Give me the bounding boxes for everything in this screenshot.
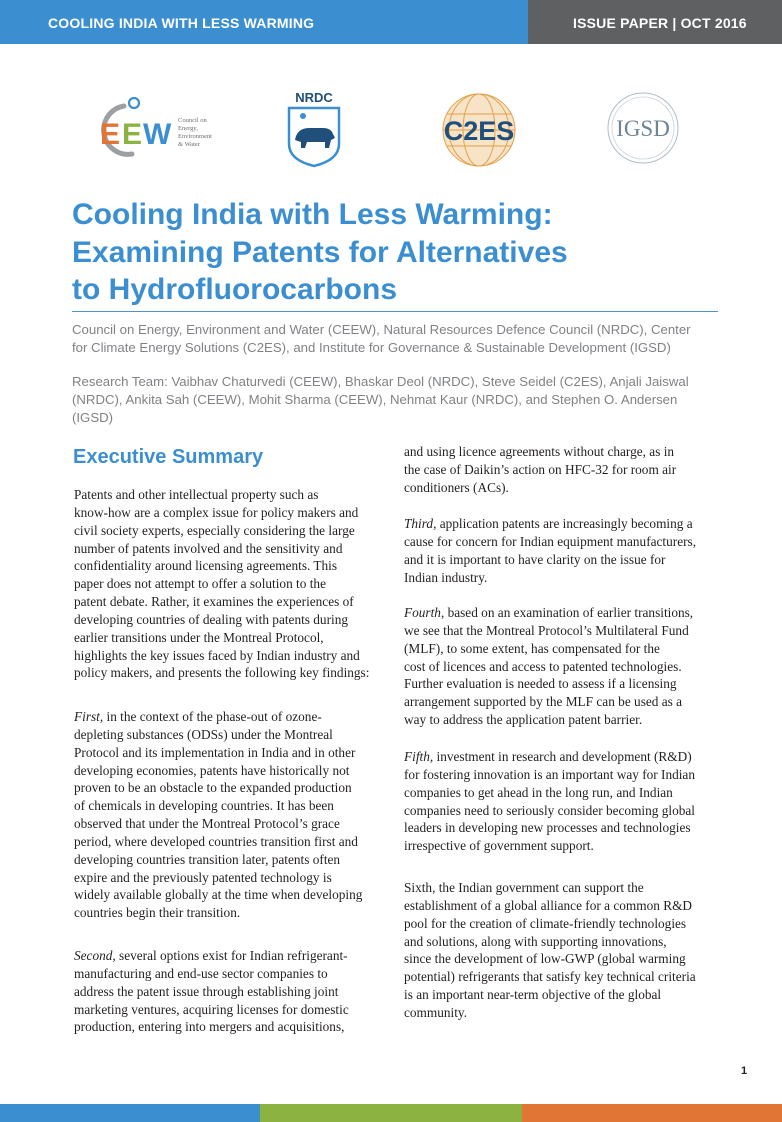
text-fragment: , based on an examination of earlier transitions, bbox=[440, 605, 694, 620]
igsd-logo-wordmark: IGSD bbox=[616, 116, 670, 141]
text-fragment: several options exist for Indian refrigerant- bbox=[115, 948, 348, 963]
text-line: conditioners (ACs). bbox=[404, 479, 509, 495]
text-line: establishment of a global alliance for a common R&D bbox=[404, 897, 693, 913]
title-line: Examining Patents for Alternatives bbox=[72, 235, 568, 269]
text-line: Indian industry. bbox=[404, 569, 488, 585]
text-line: period, where developed countries transition first and bbox=[74, 833, 358, 849]
text-line: is an important near-term objective of the global bbox=[404, 987, 662, 1003]
text-line: Sixth, the Indian government can support the bbox=[404, 880, 644, 895]
text-line: address the patent issue through establishing joint bbox=[74, 983, 339, 999]
finding-fourth-paragraph bbox=[404, 604, 693, 729]
finding-fifth-lead: Fifth, bbox=[404, 749, 434, 764]
text-line: community. bbox=[404, 1004, 468, 1020]
text-line bbox=[404, 748, 695, 766]
text-line: policy makers, and presents the following key findings: bbox=[74, 665, 370, 681]
finding-second-paragraph bbox=[74, 947, 349, 1036]
text-line: since the development of low-GWP (global warming bbox=[404, 951, 686, 967]
text-line: Patents and other intellectual property such as bbox=[74, 487, 319, 502]
ceew-logo-line1: Council on bbox=[178, 117, 207, 124]
intro-paragraph bbox=[74, 486, 369, 682]
text-line: highlights the key issues faced by Indian industry and bbox=[74, 647, 360, 663]
text-line: the case of Daikin’s action on HFC-32 for room air bbox=[404, 461, 677, 477]
igsd-logo bbox=[604, 86, 682, 170]
text-line: and it is important to have clarity on the issue for bbox=[404, 551, 666, 567]
text-line: leaders in developing new processes and technologies bbox=[404, 820, 691, 836]
text-line: (MLF), to some extent, has compensated for the bbox=[404, 640, 660, 656]
text-line bbox=[404, 604, 693, 622]
title-divider bbox=[72, 311, 718, 312]
text-line: potential) refrigerants that satisfy key technical criteria bbox=[404, 969, 696, 985]
text-line: marketing ventures, acquiring licenses for domestic bbox=[74, 1001, 349, 1017]
text-line: confidentiality around licensing agreements. This bbox=[74, 558, 338, 574]
nrdc-logo bbox=[283, 88, 345, 168]
text-line: cause for concern for Indian equipment manufacturers, bbox=[404, 533, 697, 549]
finding-third-paragraph bbox=[404, 515, 696, 586]
text-line: developing countries transition later, patents often bbox=[74, 851, 341, 867]
finding-second-lead: Second, bbox=[74, 948, 116, 963]
text-line: we see that the Montreal Protocol’s Multilateral Fund bbox=[404, 622, 689, 638]
executive-summary-heading: Executive Summary bbox=[73, 446, 264, 468]
finding-third-lead: Third, bbox=[404, 516, 437, 531]
text-line: Protocol and its implementation in India and in other bbox=[74, 744, 356, 760]
ceew-logo-line2: Energy, bbox=[178, 125, 198, 132]
text-line: arrangement supported by the MLF can be used as a bbox=[404, 694, 683, 710]
text-fragment: in the context of the phase-out of ozone- bbox=[103, 709, 322, 724]
organizations-line: Council on Energy, Environment and Water (CEEW), Natural Resources Defence Council (NRDC), Center bbox=[72, 322, 691, 337]
text-line: observed that under the Montreal Protocol’s grace bbox=[74, 816, 340, 832]
text-line: Further evaluation is needed to assess if a licensing bbox=[404, 676, 677, 692]
text-line bbox=[404, 515, 696, 533]
text-line: widely available globally at the time when developing bbox=[74, 887, 363, 903]
c2es-logo-wordmark: C2ES bbox=[443, 116, 515, 146]
text-line: cost of licences and access to patented technologies. bbox=[404, 658, 682, 674]
text-line: earlier transitions under the Montreal Protocol, bbox=[74, 629, 324, 645]
text-line: proven to be an obstacle to the expanded production bbox=[74, 780, 352, 796]
page-number: 1 bbox=[741, 1065, 748, 1077]
title-line: Cooling India with Less Warming: bbox=[72, 198, 553, 231]
text-line: for fostering innovation is an important way for Indian bbox=[404, 766, 695, 782]
c2es-logo bbox=[437, 90, 521, 170]
text-line: manufacturing and end-use sector companies to bbox=[74, 965, 328, 981]
nrdc-logo-wordmark: NRDC bbox=[295, 90, 333, 105]
text-line: of chemicals in developing countries. It has been bbox=[74, 798, 334, 814]
text-line: production, entering into mergers and acquisitions, bbox=[74, 1019, 345, 1035]
research-team-line: (NRDC), Ankita Sah (CEEW), Mohit Sharma (CEEW), Nehmat Kaur (NRDC), and Stephen O. Andersen bbox=[72, 392, 678, 407]
finding-second-continued bbox=[404, 443, 676, 497]
text-line: companies to get ahead in the long run, and Indian bbox=[404, 784, 673, 800]
finding-first-lead: First, bbox=[74, 709, 104, 724]
text-line: civil society experts, especially considering the large bbox=[74, 522, 355, 538]
research-team-text bbox=[72, 373, 732, 427]
finding-sixth-paragraph bbox=[404, 879, 696, 1022]
title-line: to Hydrofluorocarbons bbox=[72, 273, 398, 306]
ceew-logo-line3: Environment bbox=[178, 133, 212, 140]
text-line: developing countries of dealing with patents during bbox=[74, 611, 349, 627]
header-right-title: ISSUE PAPER | OCT 2016 bbox=[573, 15, 747, 31]
research-team-line: Research Team: Vaibhav Chaturvedi (CEEW), Bhaskar Deol (NRDC), Steve Seidel (C2ES), Anjali Jaiswal bbox=[72, 374, 689, 389]
text-line: paper does not attempt to offer a solution to the bbox=[74, 576, 326, 592]
organizations-text bbox=[72, 321, 732, 357]
text-line: know-how are a complex issue for policy makers and bbox=[74, 504, 359, 520]
research-team-line: (IGSD) bbox=[72, 410, 114, 425]
text-line: and using licence agreements without charge, as in bbox=[404, 444, 675, 459]
text-fragment: application patents are increasingly becoming a bbox=[436, 516, 693, 531]
footer-bar-blue bbox=[0, 1104, 260, 1122]
text-line: countries begin their transition. bbox=[74, 905, 241, 921]
text-line: expire and the previously patented technology is bbox=[74, 869, 332, 885]
text-line: pool for the creation of climate-friendly technologies bbox=[404, 915, 687, 931]
ceew-logo-letter-e2: E bbox=[122, 118, 143, 151]
finding-first-paragraph bbox=[74, 708, 362, 922]
ceew-logo bbox=[86, 94, 236, 164]
header-bar-left bbox=[0, 0, 528, 44]
header-bar-right bbox=[528, 0, 782, 44]
finding-fourth-lead: Fourth bbox=[404, 605, 441, 620]
text-line: irrespective of government support. bbox=[404, 838, 594, 854]
ceew-logo-letter-e1: E bbox=[100, 118, 121, 151]
organizations-line: for Climate Energy Solutions (C2ES), and Institute for Governance & Sustainable Development (IGSD) bbox=[72, 340, 671, 355]
text-line: number of patents involved and the sensitivity and bbox=[74, 540, 343, 556]
text-line: depleting substances (ODSs) under the Montreal bbox=[74, 726, 333, 742]
text-line bbox=[74, 708, 362, 726]
header-left-title: COOLING INDIA WITH LESS WARMING bbox=[48, 15, 315, 31]
text-line bbox=[74, 947, 349, 965]
document-title bbox=[72, 196, 732, 309]
footer-bar-green bbox=[260, 1104, 522, 1122]
text-line: companies need to seriously consider becoming global bbox=[404, 802, 695, 818]
ceew-logo-letter-w: W bbox=[143, 118, 172, 151]
finding-fifth-paragraph bbox=[404, 748, 695, 855]
text-line: way to address the application patent barrier. bbox=[404, 712, 643, 728]
text-line: developing economies, patents have historically not bbox=[74, 762, 350, 778]
footer-bar-orange bbox=[522, 1104, 782, 1122]
text-line: patent debate. Rather, it examines the experiences of bbox=[74, 594, 354, 610]
text-fragment: investment in research and development (R&D) bbox=[433, 749, 692, 764]
text-line: and solutions, along with supporting innovations, bbox=[404, 933, 667, 949]
ceew-logo-line4: & Water bbox=[178, 141, 200, 148]
